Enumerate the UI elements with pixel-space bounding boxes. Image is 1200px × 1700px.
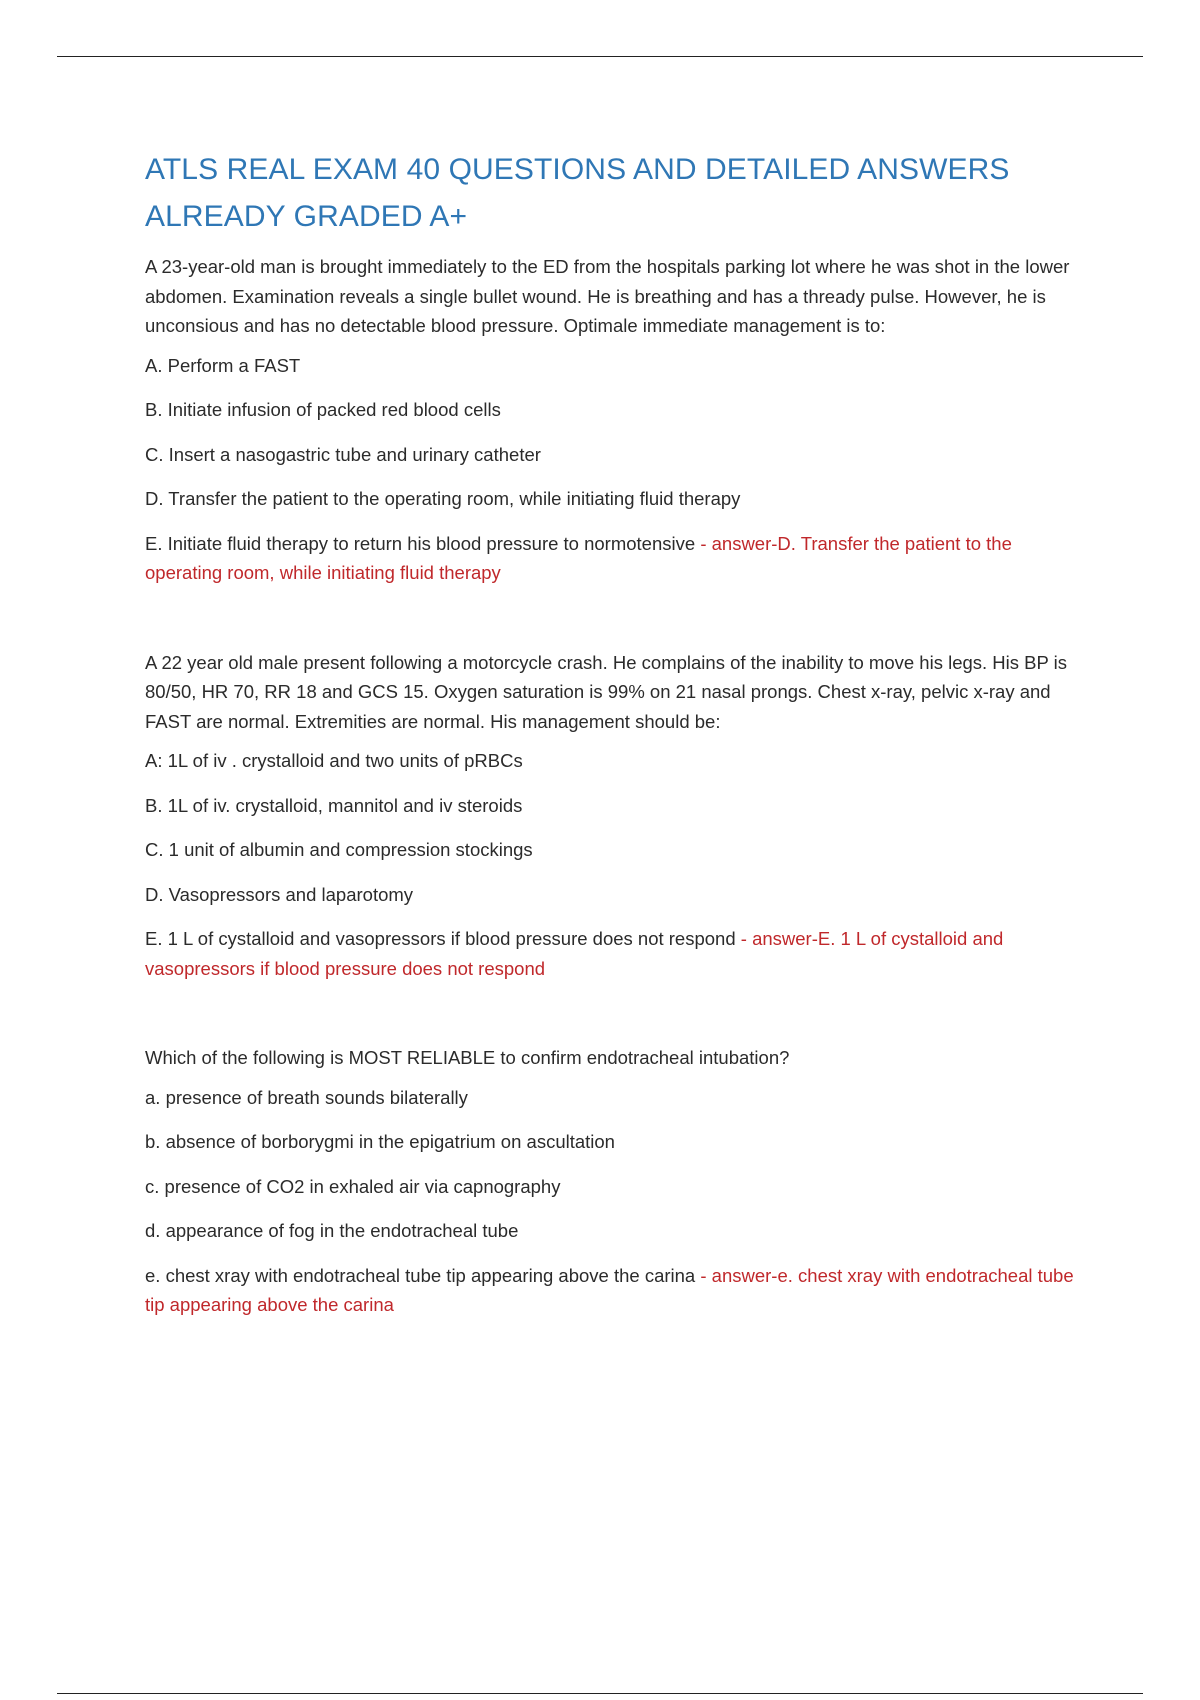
- answer-option: D. Transfer the patient to the operating room, while initiating fluid therapy: [145, 488, 741, 509]
- answer-option-final: [145, 529, 1085, 588]
- footer-rule: [57, 1693, 1143, 1694]
- correct-answer: - answer-D. Transfer the patient to the operating room, while initiating fluid therapy: [145, 532, 1012, 583]
- answer-option: B. 1L of iv. crystalloid, mannitol and iv steroids: [145, 794, 523, 816]
- document-body: [145, 146, 1085, 1320]
- answer-option: D. Vasopressors and laparotomy: [145, 883, 414, 905]
- document-title: ATLS REAL EXAM 40 QUESTIONS AND DETAILED ANSWERS ALREADY GRADED A+: [145, 153, 1010, 233]
- answer-option: b. absence of borborygmi in the epigatrium on ascultation: [145, 1131, 615, 1152]
- answer-option: C. Insert a nasogastric tube and urinary catheter: [145, 443, 541, 465]
- answer-option-final: [145, 1261, 1085, 1320]
- question-block: [145, 1043, 1085, 1320]
- correct-answer: - answer-e. chest xray with endotracheal tube tip appearing above the carina: [145, 1264, 1074, 1315]
- answer-option: A. Perform a FAST: [145, 354, 301, 376]
- answer-option-text: E. Initiate fluid therapy to return his blood pressure to normotensive: [145, 532, 696, 554]
- question-stem: Which of the following is MOST RELIABLE to confirm endotracheal intubation?: [145, 1047, 790, 1068]
- answer-option-text: e. chest xray with endotracheal tube tip appearing above the carina: [145, 1264, 696, 1286]
- question-block: [145, 252, 1085, 588]
- correct-answer: - answer-E. 1 L of cystalloid and vasopressors if blood pressure does not respond: [145, 928, 1004, 979]
- answer-option-final: [145, 924, 1085, 983]
- header-rule: [57, 56, 1143, 57]
- answer-option: a. presence of breath sounds bilaterally: [145, 1086, 468, 1108]
- answer-option: B. Initiate infusion of packed red blood cells: [145, 399, 501, 420]
- answer-option: A: 1L of iv . crystalloid and two units of pRBCs: [145, 750, 523, 771]
- answer-option: C. 1 unit of albumin and compression stockings: [145, 839, 533, 860]
- question-stem: A 23-year-old man is brought immediately to the ED from the hospitals parking lot where he was shot in the lower abdomen. Examination reveals a single bullet wound. He is breathing and has a thready pulse. However, he is unconsious and has no detectable blood pressure. Optimale immediate management is to:: [145, 256, 1070, 336]
- question-spacer: [145, 588, 1085, 648]
- question-block: [145, 648, 1085, 984]
- answer-option: c. presence of CO2 in exhaled air via capnography: [145, 1175, 561, 1197]
- question-spacer: [145, 983, 1085, 1043]
- answer-option: d. appearance of fog in the endotracheal tube: [145, 1220, 519, 1241]
- answer-option-text: E. 1 L of cystalloid and vasopressors if blood pressure does not respond: [145, 928, 736, 949]
- question-stem: A 22 year old male present following a motorcycle crash. He complains of the inability to move his legs. His BP is 80/50, HR 70, RR 18 and GCS 15. Oxygen saturation is 99% on 21 nasal prongs. Chest x-ray, pelvic x-ray and FAST are normal. Extremities are normal. His management should be:: [145, 651, 1068, 732]
